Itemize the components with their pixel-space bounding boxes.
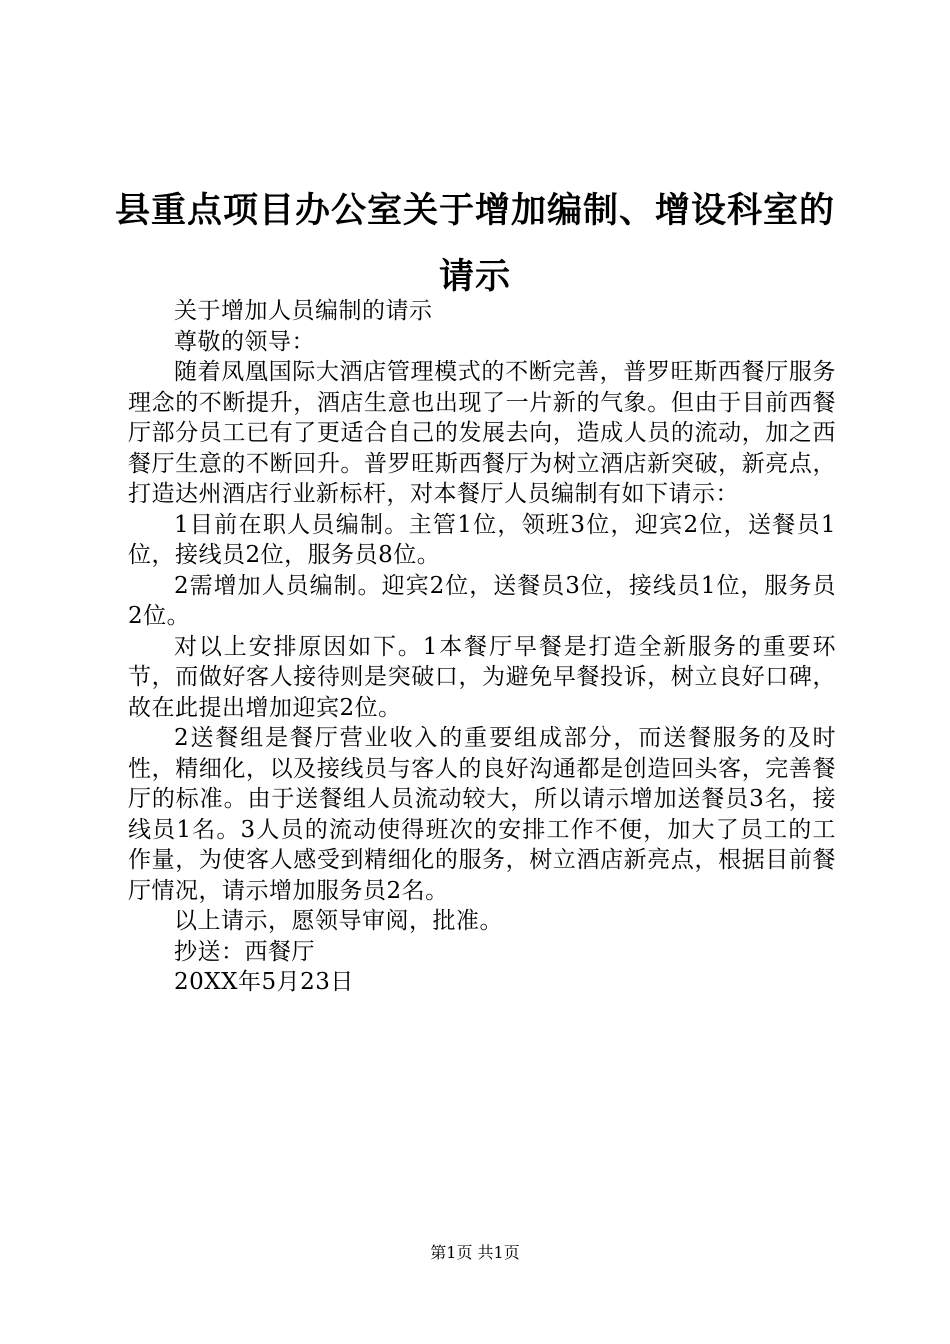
title-line-2: 请示 <box>438 257 511 297</box>
document-title <box>100 178 850 310</box>
body-paragraph-current-staff: 1目前在职人员编制。主管1位，领班3位，迎宾2位，送餐员1位，接线员2位，服务员8位。 <box>128 511 836 568</box>
date-line: 20XX年5月23日 <box>174 969 354 995</box>
document-body <box>128 296 836 998</box>
cc-line: 抄送：西餐厅 <box>174 938 315 965</box>
page-footer: 第1页 共1页 <box>430 1243 520 1262</box>
title-line-1: 县重点项目办公室关于增加编制、增设科室的 <box>114 191 835 231</box>
body-paragraph-intro: 随着凤凰国际大酒店管理模式的不断完善，普罗旺斯西餐厅服务理念的不断提升，酒店生意也出现了一片新的气象。但由于目前西餐厅部分员工已有了更适合自己的发展去向，造成人员的流动，加之西餐厅生意的不断回升。普罗旺斯西餐厅为树立酒店新突破，新亮点，打造达州酒店行业新标杆，对本餐厅人员编制有如下请示： <box>128 359 836 507</box>
body-paragraph-requested-staff: 2需增加人员编制。迎宾2位，送餐员3位，接线员1位，服务员2位。 <box>128 572 836 629</box>
body-paragraph-reason-2: 2送餐组是餐厅营业收入的重要组成部分，而送餐服务的及时性，精细化，以及接线员与客人的良好沟通都是创造回头客，完善餐厅的标准。由于送餐组人员流动较大，所以请示增加送餐员3名，接线员1名。3人员的流动使得班次的安排工作不便，加大了员工的工作量，为使客人感受到精细化的服务，树立酒店新亮点，根据目前餐厅情况，请示增加服务员2名。 <box>128 725 836 904</box>
body-paragraph-reason-1: 对以上安排原因如下。1本餐厅早餐是打造全新服务的重要环节，而做好客人接待则是突破口，为避免早餐投诉，树立良好口碑，故在此提出增加迎宾2位。 <box>128 633 836 721</box>
subject-line: 关于增加人员编制的请示 <box>174 298 433 324</box>
closing-line: 以上请示，愿领导审阅，批准。 <box>174 908 503 934</box>
salutation: 尊敬的领导： <box>174 328 315 355</box>
